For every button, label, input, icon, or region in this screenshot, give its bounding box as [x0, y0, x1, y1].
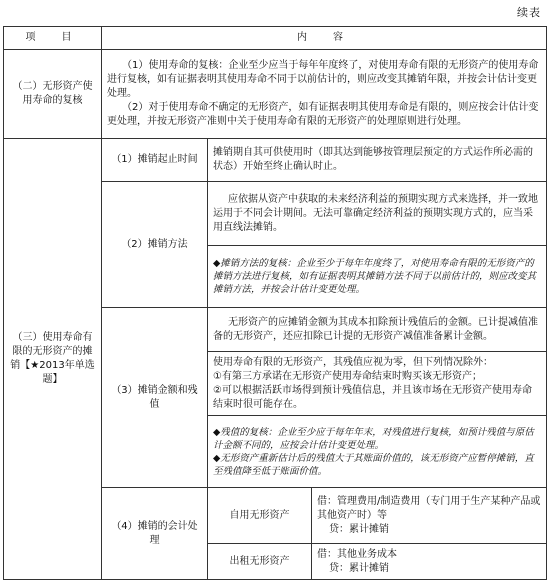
row-content	[102, 50, 547, 139]
credit-line: 贷：累计摊销	[329, 562, 389, 574]
sub-content: 摊销期自其可供使用时（即其达到能够按管理层预定的方式运作所必需的状态）开始至终止确认时止。	[208, 139, 547, 182]
sub-label: （3）摊销金额和残值	[102, 308, 208, 488]
entry-label: 出租无形资产	[208, 544, 312, 580]
table-row	[4, 50, 547, 139]
credit-line: 贷：累计摊销	[329, 523, 389, 535]
sub-label: （1）摊销起止时间	[102, 139, 208, 182]
content-line: ②可以根据活跃市场得到预计残值信息，并且该市场在无形资产使用寿命结束时很可能存在。	[213, 384, 532, 410]
debit-line: 借：管理费用/制造费用（专门用于生产某种产品或其他资产时）等	[317, 495, 541, 521]
sub-content-note: ◆摊销方法的复核：企业至少于每年年度终了，对使用寿命有限的无形资产的摊销方法进行复核，如有证据表明其摊销方法不同于以前估计的，则应改变其摊销方法，并按会计估计变更处理。	[208, 246, 547, 308]
sub-content	[208, 352, 547, 416]
debit-line: 借：其他业务成本	[317, 548, 397, 560]
content-paragraph: （1）使用寿命的复核：企业至少应当于每年年度终了，对使用寿命有限的无形资产的使用寿命进行复核，如有证据表明其使用寿命不同于以前估计的，则应改变其摊销年限，并按会计估计变更处理。	[107, 60, 539, 99]
content-line: ①有第三方承诺在无形资产使用寿命结束时购买该无形资产；	[213, 370, 482, 382]
sub-label: （4）摊销的会计处理	[102, 488, 208, 580]
entry-content	[312, 488, 547, 544]
header-item: 项 目	[4, 27, 102, 50]
content-line: ◆无形资产重新估计后的残值大于其账面价值的，该无形资产应暂停摊销，直至残值降至低于账面价值。	[213, 452, 534, 477]
sub-content: 应依据从资产中获取的未来经济利益的预期实现方式来选择，并一致地运用于不同会计期间。无法可靠确定经济利益的预期实现方式的，应当采用直线法摊销。	[208, 182, 547, 246]
sub-label: （2）摊销方法	[102, 182, 208, 308]
sub-content: 无形资产的应摊销金额为其成本扣除预计残值后的金额。已计提减值准备的无形资产，还应扣除已计提的无形资产减值准备累计金额。	[208, 308, 547, 352]
entry-content	[312, 544, 547, 580]
entry-label: 自用无形资产	[208, 488, 312, 544]
table-header-row	[4, 27, 547, 50]
content-table	[3, 26, 547, 580]
sub-content-note	[208, 416, 547, 488]
row-item-amortization-review: （二）无形资产使用寿命的复核	[4, 50, 102, 139]
content-line: 使用寿命有限的无形资产，其残值应视为零，但下列情况除外：	[213, 356, 493, 368]
header-content: 内 容	[102, 27, 547, 50]
continued-label: 续表	[517, 6, 541, 19]
row-item-amortization: （三）使用寿命有限的无形资产的摊销【★2013年单选题】	[4, 139, 102, 580]
table-row	[4, 139, 547, 182]
content-line: ◆残值的复核：企业至少应于每年年末，对残值进行复核，如预计残值与原估计金额不同的，应按会计估计变更处理。	[213, 426, 534, 451]
content-paragraph: （2）对于使用寿命不确定的无形资产，如有证据表明其使用寿命是有限的，则应按会计估计变更处理，并按无形资产准则中关于使用寿命有限的无形资产的处理原则进行处理。	[107, 102, 539, 127]
